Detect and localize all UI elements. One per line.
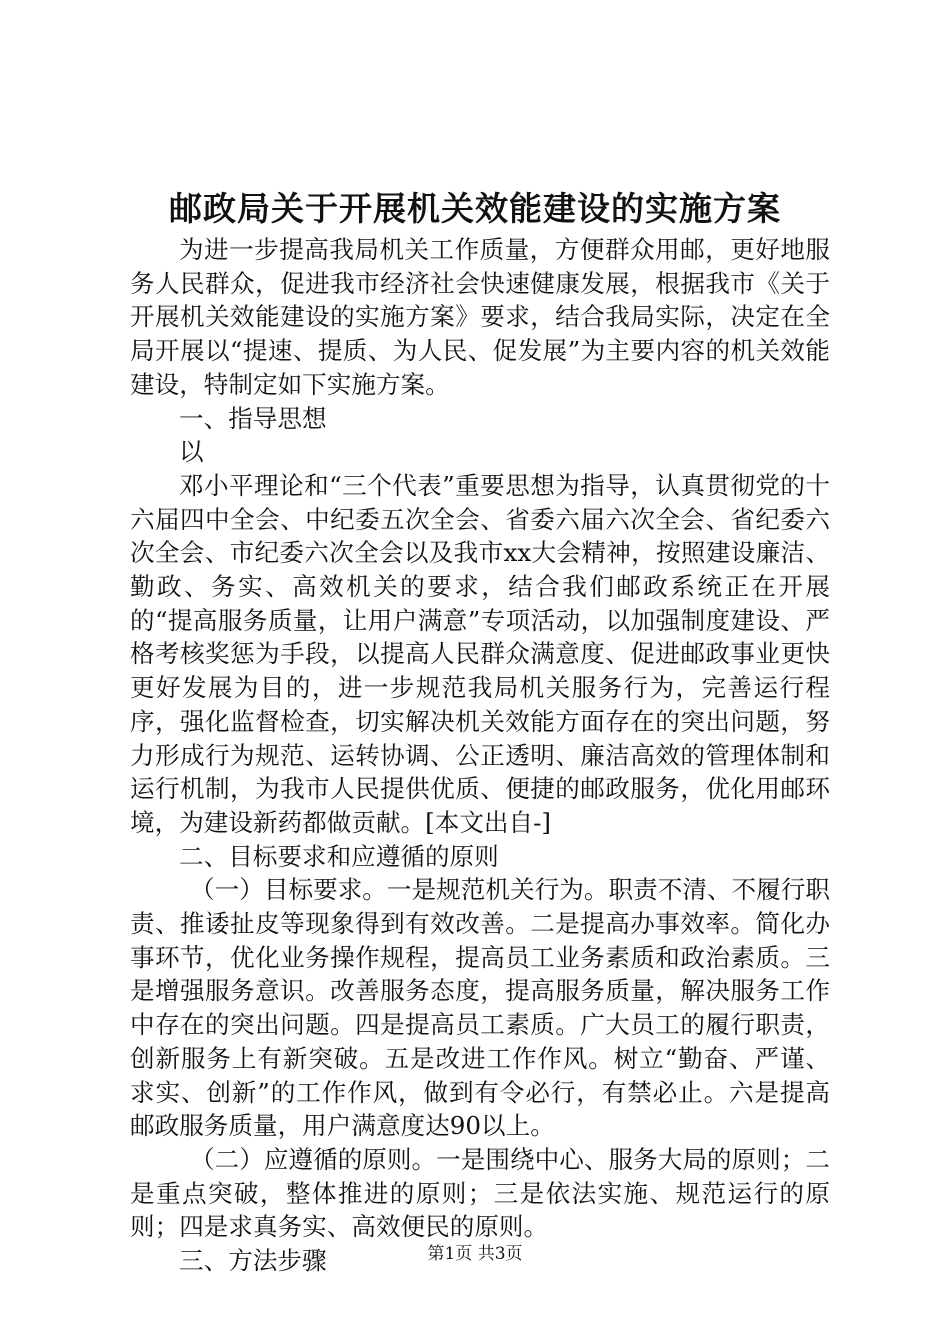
goals-paragraph: （一）目标要求。一是规范机关行为。职责不清、不履行职责、推诿扯皮等现象得到有效改善。二是提高办事效率。简化办事环节，优化业务操作规程，提高员工业务素质和政治素质。三是增强服务意识。改善服务态度，提高服务质量，解决服务工作中存在的突出问题。四是提高员工素质。广大员工的履行职责，创新服务上有新突破。五是改进工作作风。树立“勤奋、严谨、求实、创新”的工作作风，做到有令必行，有禁必止。六是提高邮政服务质量，用户满意度达90以上。 [130,875,830,1141]
section-heading-steps: 三、方法步骤 [179,1246,327,1276]
document-title: 邮政局关于开展机关效能建设的实施方案 [169,189,781,228]
guiding-thought-paragraph: 邓小平理论和“三个代表”重要思想为指导，认真贯彻党的十六届四中全会、中纪委五次全会、省委六届六次全会、省纪委六次全会、市纪委六次全会以及我市xx大会精神，按照建设廉洁、勤政、务实、高效机关的要求，结合我们邮政系统正在开展的“提高服务质量，让用户满意”专项活动，以加强制度建设、严格考核奖惩为手段，以提高人民群众满意度、促进邮政事业更快更好发展为目的，进一步规范我局机关服务行为，完善运行程序，强化监督检查，切实解决机关效能方面存在的突出问题，努力形成行为规范、运转协调、公正透明、廉洁高效的管理体制和运行机制，为我市人民提供优质、便捷的邮政服务，优化用邮环境，为建设新药都做贡献。[本文出自-] [130,470,830,837]
page-number-footer: 第1页 共3页 [427,1244,523,1264]
document-body [130,233,830,1278]
section-heading-guiding-thought: 一、指导思想 [179,403,327,433]
section-heading-goals: 二、目标要求和应遵循的原则 [179,841,499,871]
principles-paragraph: （二）应遵循的原则。一是围绕中心、服务大局的原则；二是重点突破，整体推进的原则；三是依法实施、规范运行的原则；四是求真务实、高效便民的原则。 [130,1144,830,1242]
paragraph-fragment: 以 [179,437,204,467]
intro-paragraph: 为进一步提高我局机关工作质量，方便群众用邮，更好地服务人民群众，促进我市经济社会快速健康发展，根据我市《关于开展机关效能建设的实施方案》要求，结合我局实际，决定在全局开展以“提速、提质、为人民、促发展”为主要内容的机关效能建设，特制定如下实施方案。 [130,235,830,399]
